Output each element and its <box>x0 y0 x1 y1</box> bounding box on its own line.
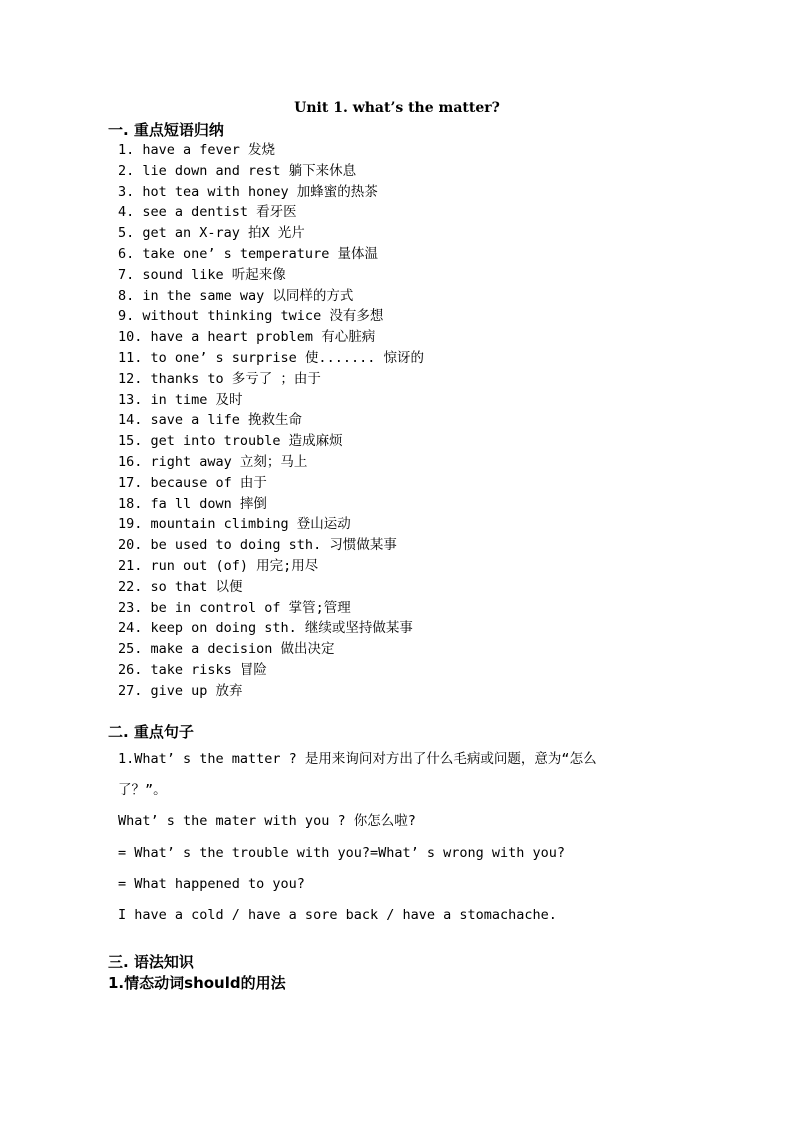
list-item: 13. in time 及时 <box>118 391 243 408</box>
section-heading-sentences: 二. 重点句子 <box>108 723 194 741</box>
page-title: Unit 1. what’s the matter? <box>294 100 500 116</box>
list-item: 19. mountain climbing 登山运动 <box>118 516 351 533</box>
list-item: 24. keep on doing sth. 继续或坚持做某事 <box>118 620 413 637</box>
list-item: 9. without thinking twice 没有多想 <box>118 308 384 325</box>
grammar-subheading: 1.情态动词should的用法 <box>108 974 286 992</box>
list-item: 26. take risks 冒险 <box>118 661 267 678</box>
list-item: 16. right away 立刻；马上 <box>118 453 308 470</box>
list-item: 12. thanks to 多亏了 ；由于 <box>118 370 321 387</box>
list-item: 15. get into trouble 造成麻烦 <box>118 433 343 450</box>
example-sentence: = What happened to you? <box>118 876 305 892</box>
example-sentence: What’ s the mater with you ? 你怎么啦? <box>118 813 416 829</box>
list-item: 4. see a dentist 看牙医 <box>118 204 297 221</box>
sentence-explanation-continuation: 了？”。 <box>118 782 167 798</box>
list-item: 27. give up 放弃 <box>118 682 243 699</box>
section-heading-phrases: 一. 重点短语归纳 <box>108 121 224 139</box>
list-item: 17. because of 由于 <box>118 474 267 491</box>
list-item: 23. be in control of 掌管;管理 <box>118 599 351 616</box>
list-item: 8. in the same way 以同样的方式 <box>118 287 354 304</box>
list-item: 2. lie down and rest 躺下来休息 <box>118 162 357 179</box>
list-item: 6. take one’ s temperature 量体温 <box>118 245 378 262</box>
list-item: 21. run out (of) 用完;用尽 <box>118 557 319 574</box>
example-sentence: I have a cold / have a sore back / have a stomachache. <box>118 907 557 923</box>
list-item: 5. get an X-ray 拍X 光片 <box>118 225 305 242</box>
example-sentence: = What’ s the trouble with you?=What’ s wrong with you? <box>118 845 566 861</box>
section-heading-grammar: 三. 语法知识 <box>108 953 194 971</box>
list-item: 7. sound like 听起来像 <box>118 266 286 283</box>
list-item: 25. make a decision 做出决定 <box>118 641 335 658</box>
phrase-list <box>118 140 424 702</box>
list-item: 3. hot tea with honey 加蜂蜜的热茶 <box>118 183 378 200</box>
list-item: 18. fa ll down 摔倒 <box>118 495 267 512</box>
list-item: 14. save a life 挽救生命 <box>118 412 303 429</box>
list-item: 11. to one’ s surprise 使....... 惊讶的 <box>118 349 424 366</box>
list-item: 22. so that 以便 <box>118 578 243 595</box>
list-item: 1. have a fever 发烧 <box>118 142 276 158</box>
sentence-explanation-line: 1.What’ s the matter ? 是用来询问对方出了什么毛病或问题，意为“怎么 <box>118 751 597 767</box>
list-item: 10. have a heart problem 有心脏病 <box>118 329 376 346</box>
list-item: 20. be used to doing sth. 习惯做某事 <box>118 537 397 554</box>
